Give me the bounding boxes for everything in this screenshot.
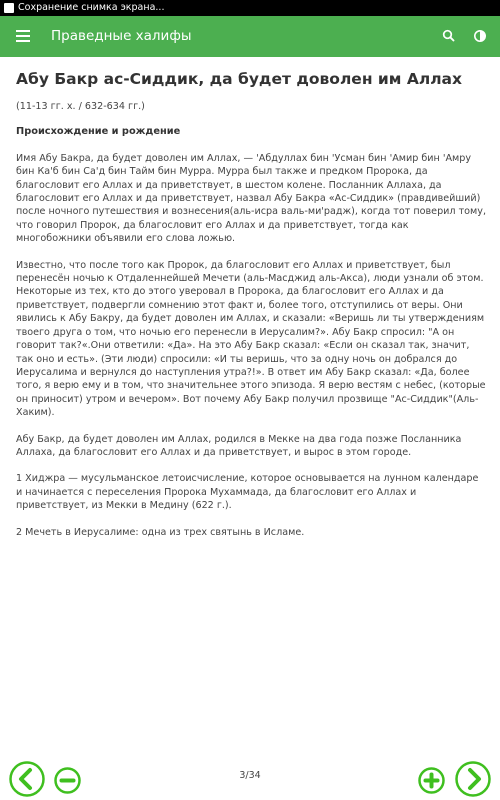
article-title: Абу Бакр ас-Сиддик, да будет доволен им Аллах bbox=[16, 70, 463, 88]
article-dates: (11-13 гг. х. / 632-634 гг.) bbox=[16, 101, 145, 112]
article-content bbox=[16, 57, 486, 747]
app-title: Праведные халифы bbox=[51, 28, 192, 44]
next-page-button[interactable] bbox=[455, 761, 491, 797]
article-paragraph: Абу Бакр, да будет доволен им Аллах, родился в Мекке на два года позже Посланника Аллаха, да благословит его Аллах и да приветствует, и вырос в этом городе. bbox=[16, 433, 462, 458]
article-paragraph: Имя Абу Бакра, да будет доволен им Аллах, — 'Абдуллах бин 'Усман бин 'Амир бин 'Амру бин Ка'б бин Са'д бин Тайм бин Мурра. Мурра был также и предком Пророка, да благословит его Аллах и да приветствует, в шестом колене. Посланник Аллаха, да благословит его Аллах и да приветствует, назвал Абу Бакра «Ас-Сиддик» (правдивейший) после ночного путешествия и вознесения(аль-исра валь-ми'радж), когда тот поверил тому, что говорил Пророк, да благословит его Аллах и да приветствует, тогда как многобожники объявили его слова ложью. bbox=[16, 152, 486, 245]
status-bar bbox=[0, 0, 500, 16]
contrast-icon[interactable] bbox=[472, 28, 488, 44]
footnote: 1 Хиджра — мусульманское летоисчисление, которое основывается на лунном календаре и начинается с переселения Пророка Мухаммада, да благословит его Аллах и приветствует, из Мекки в Медину (622 г.). bbox=[16, 473, 479, 512]
screenshot-notification-icon bbox=[4, 3, 14, 13]
plus-icon bbox=[418, 767, 445, 794]
page-indicator: 3/34 bbox=[239, 770, 261, 781]
status-notification-text: Сохранение снимка экрана... bbox=[18, 2, 165, 13]
menu-icon[interactable] bbox=[16, 30, 30, 42]
article-paragraph: Известно, что после того как Пророк, да благословит его Аллах и приветствует, был перенесён ночью к Отдаленнейшей Мечети (аль-Масджид аль-Акса), люди узнали об этом. Некоторые из тех, кто до этого уверовал в Пророка, да благословит его Аллах и да приветствует, подвергли сомнению этот факт и, более того, отступились от веры. Они явились к Абу Бакру, да будет доволен им Аллах, и сказали: «Веришь ли ты утверждениям твоего друга о том, что ночью его перенесли в Иерусалим?». Абу Бакр спросил: "А он говорит так?«.Они ответили: «Да». На это Абу Бакр сказал: «Если он сказал так, значит, так оно и есть». (Эти люди) спросили: «И ты веришь, что за одну ночь он добрался до Иерусалима и вернулся до наступления утра?!». В ответ им Абу Бакр сказал: «Да, более того, я верю ему и в том, что значительнее этого эпизода. Я верю вестям с небес, (которые он приносит) утром и вечером». Вот почему Абу Бакр получил прозвище "Ас-Сиддик"(Аль-Хаким). bbox=[16, 259, 486, 419]
section-heading: Происхождение и рождение bbox=[16, 126, 181, 138]
bottom-toolbar bbox=[0, 758, 500, 800]
search-icon[interactable] bbox=[441, 28, 457, 44]
footnote: 2 Мечеть в Иерусалиме: одна из трех святынь в Исламе. bbox=[16, 526, 305, 538]
arrow-right-icon bbox=[455, 761, 491, 797]
zoom-in-button[interactable] bbox=[418, 767, 445, 794]
app-bar bbox=[0, 16, 500, 57]
